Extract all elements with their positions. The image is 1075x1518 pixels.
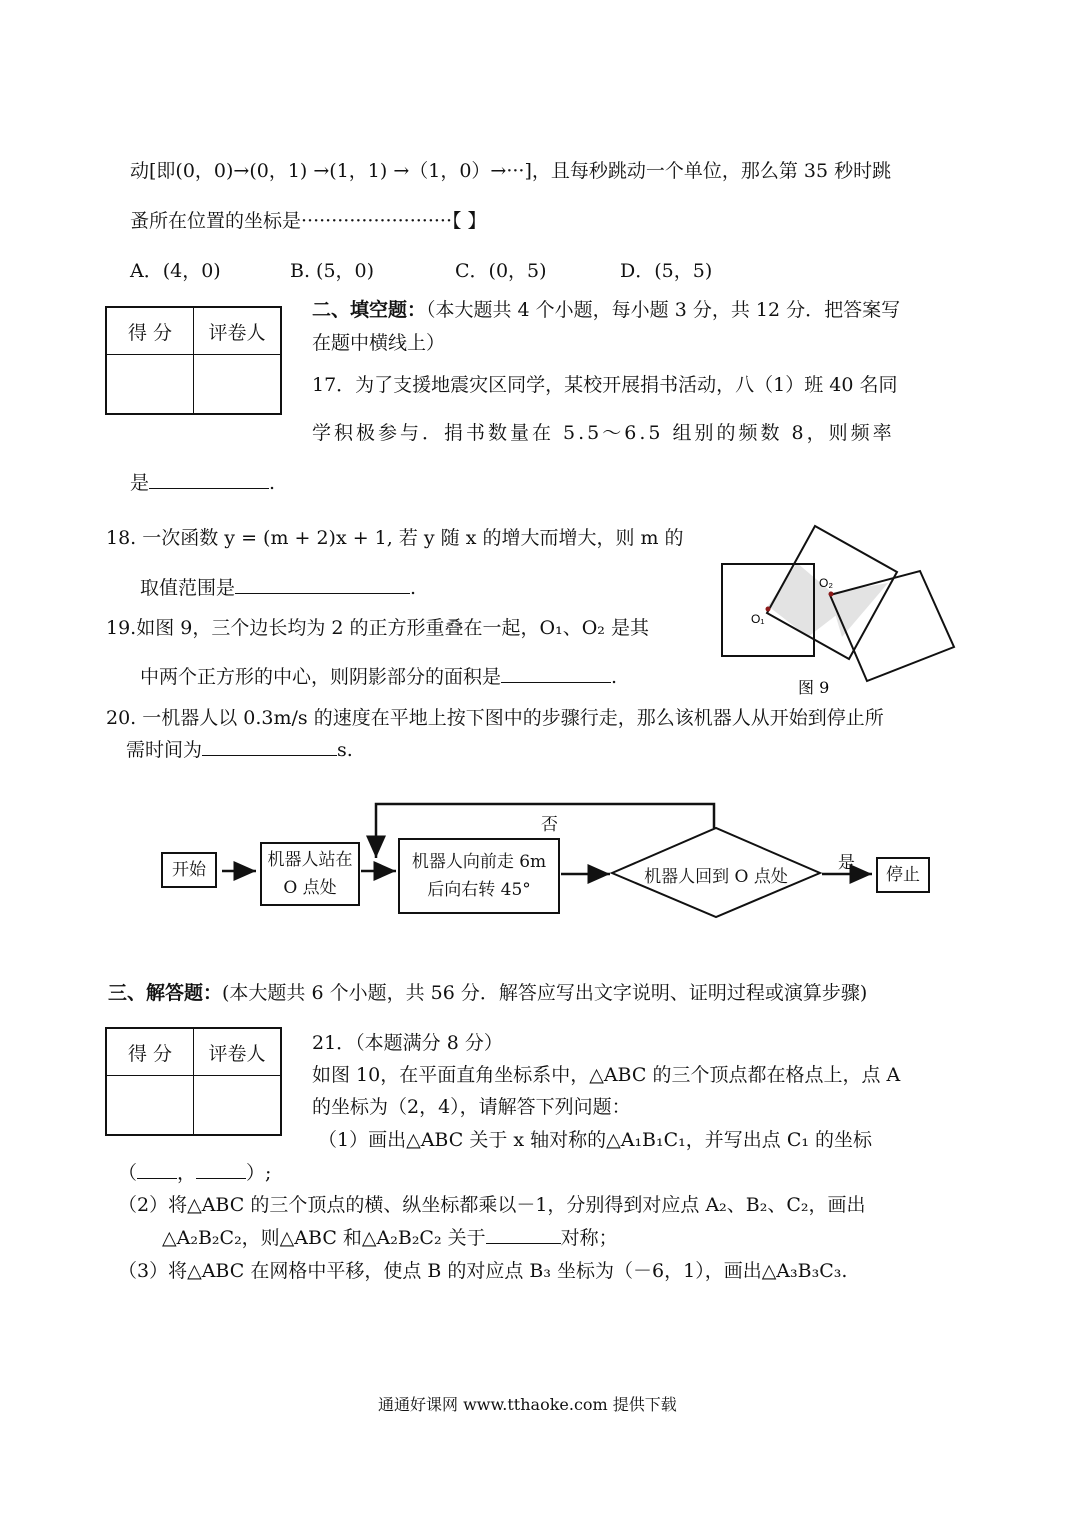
q16-line2: 蚤所在位置的坐标是·························【 】 xyxy=(130,210,487,232)
q19-line2 xyxy=(140,664,617,690)
flow-stop: 停止 xyxy=(876,857,930,893)
q19-answer-blank[interactable] xyxy=(501,664,611,683)
q21-part1-open: （ xyxy=(118,1162,138,1184)
flow-step1 xyxy=(260,842,360,906)
q20-line1: 20. 一机器人以 0.3m/s 的速度在平地上按下图中的步骤行走，那么该机器人从开始到停止所 xyxy=(106,707,884,729)
flow-step1-line2: O 点处 xyxy=(283,878,337,898)
label-o1: O₁ xyxy=(751,612,765,626)
q20-line2-suffix: s. xyxy=(337,739,353,761)
label-o2: O₂ xyxy=(819,576,833,590)
grader-cell xyxy=(194,355,282,415)
q16-line1: 动[即(0，0)→(0，1) →(1，1) →（1，0）→···]，且每秒跳动一个单位，那么第 35 秒时跳 xyxy=(130,160,892,182)
section3-heading xyxy=(108,980,867,1006)
q21-symmetry-blank[interactable] xyxy=(486,1225,561,1244)
q17-line1: 17．为了支援地震灾区同学，某校开展捐书活动，八（1）班 40 名同 xyxy=(312,374,898,396)
q17-answer-blank[interactable] xyxy=(149,470,269,489)
score-label: 得 分 xyxy=(106,1028,194,1076)
q21-part1-comma: ， xyxy=(177,1162,197,1184)
center-o2 xyxy=(829,592,834,597)
shaded-region-2 xyxy=(829,583,888,637)
flow-decision-label: 机器人回到 O 点处 xyxy=(644,867,788,887)
q21-part2-prefix: △A₂B₂C₂，则△ABC 和△A₂B₂C₂ 关于 xyxy=(162,1227,486,1249)
q20-line2 xyxy=(126,737,353,763)
c1-x-blank[interactable] xyxy=(137,1160,177,1179)
q21-title: 21．（本题满分 8 分） xyxy=(312,1032,503,1054)
flow-step2-line2: 后向右转 45° xyxy=(427,880,531,900)
q18-line2 xyxy=(140,575,416,601)
flow-no-label: 否 xyxy=(541,815,558,835)
q17-line3-prefix: 是 xyxy=(130,472,150,494)
score-label: 得 分 xyxy=(106,307,194,355)
q16-option-d: D．(5，5) xyxy=(620,260,713,282)
q16-option-a: A．(4，0) xyxy=(130,260,221,282)
q17-line3 xyxy=(130,470,275,496)
score-cell xyxy=(106,1076,194,1136)
figure-9-diagram xyxy=(715,520,965,695)
score-box-2 xyxy=(105,1027,282,1136)
q21-line1: 如图 10，在平面直角坐标系中，△ABC 的三个顶点都在格点上，点 A xyxy=(312,1064,901,1086)
flow-start: 开始 xyxy=(161,852,217,888)
section3-title: 三、解答题： xyxy=(108,982,223,1004)
q21-part1-close: ）; xyxy=(246,1162,272,1184)
q17-line2: 学积极参与．捐书数量在 5.5～6.5 组别的频数 8，则频率 xyxy=(312,422,895,444)
q16-option-c: C．(0，5) xyxy=(455,260,547,282)
grader-label: 评卷人 xyxy=(194,307,282,355)
q16-option-b: B. (5，0) xyxy=(290,260,375,282)
grader-label: 评卷人 xyxy=(194,1028,282,1076)
section3-desc: (本大题共 6 个小题，共 56 分．解答应写出文字说明、证明过程或演算步骤) xyxy=(222,982,868,1004)
c1-y-blank[interactable] xyxy=(196,1160,246,1179)
q19-line2-suffix: . xyxy=(611,666,618,688)
section2-heading xyxy=(312,297,900,323)
q21-part2-suffix: 对称； xyxy=(560,1227,618,1249)
flow-step2 xyxy=(398,838,560,914)
q18-line2-prefix: 取值范围是 xyxy=(140,577,236,599)
q21-part1-answer xyxy=(118,1160,271,1186)
q19-line1: 19.如图 9，三个边长均为 2 的正方形重叠在一起，O₁、O₂ 是其 xyxy=(106,617,649,639)
q17-line3-suffix: . xyxy=(269,472,276,494)
q20-line2-prefix: 需时间为 xyxy=(126,739,203,761)
section2-title: 二、填空题： xyxy=(312,299,427,321)
q18-line2-suffix: . xyxy=(410,577,417,599)
q21-part2-line1: （2）将△ABC 的三个顶点的横、纵坐标都乘以－1，分别得到对应点 A₂、B₂、C₂，画出 xyxy=(118,1194,866,1216)
grader-cell xyxy=(194,1076,282,1136)
q21-part3: （3）将△ABC 在网格中平移，使点 B 的对应点 B₃ 坐标为（－6，1），画出△A₃B₃C₃. xyxy=(118,1260,848,1282)
q21-part2-line2 xyxy=(162,1225,618,1251)
score-cell xyxy=(106,355,194,415)
flow-step2-line1: 机器人向前走 6m xyxy=(411,852,547,872)
score-box-1 xyxy=(105,306,282,415)
q18-answer-blank[interactable] xyxy=(235,575,410,594)
q21-part1: （1）画出△ABC 关于 x 轴对称的△A₁B₁C₁，并写出点 C₁ 的坐标 xyxy=(318,1129,873,1151)
flow-step1-line1: 机器人站在 xyxy=(267,850,353,870)
q20-answer-blank[interactable] xyxy=(202,737,337,756)
q18-line1: 18. 一次函数 y = (m + 2)x + 1, 若 y 随 x 的增大而增大，则 m 的 xyxy=(106,527,684,549)
figure-9-caption: 图 9 xyxy=(798,678,830,695)
page-footer: 通通好课网 www.tthaoke.com 提供下载 xyxy=(378,1395,677,1414)
q21-line2: 的坐标为（2，4），请解答下列问题： xyxy=(312,1096,631,1118)
flow-yes-label: 是 xyxy=(838,853,855,873)
center-o1 xyxy=(766,607,771,612)
section2-desc1: （本大题共 4 个小题，每小题 3 分，共 12 分．把答案写 xyxy=(426,299,901,321)
q19-line2-prefix: 中两个正方形的中心，则阴影部分的面积是 xyxy=(140,666,502,688)
section2-desc2: 在题中横线上） xyxy=(312,332,446,354)
